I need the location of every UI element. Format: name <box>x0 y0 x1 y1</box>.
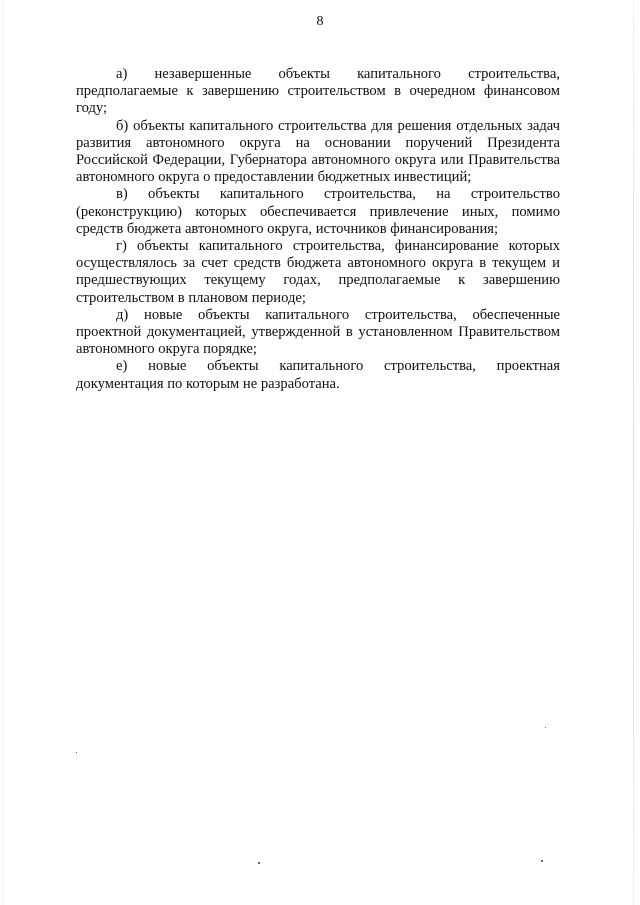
scan-speck <box>541 860 543 862</box>
scan-speck <box>76 752 77 753</box>
paragraph-item-b: б) объекты капитального строительства для решения отдельных задач развития автономного округа на основании поручений Президента Российской Федерации, Губернатора автономного округа или Правительства автономного округа о предоставлении бюджетных инвестиций; <box>76 117 560 186</box>
document-body <box>76 66 560 393</box>
scan-speck <box>545 727 546 728</box>
scan-speck <box>258 862 260 864</box>
paragraph-item-d: д) новые объекты капитального строительства, обеспеченные проектной документацией, утвержденной в установленном Правительством автономного округа порядке; <box>76 306 560 358</box>
paragraph-item-e: е) новые объекты капитального строительства, проектная документация по которым не разработана. <box>76 358 560 392</box>
paragraph-item-a: а) незавершенные объекты капитального строительства, предполагаемые к завершению строительством в очередном финансовом году; <box>76 66 560 117</box>
scan-edge-right <box>633 0 634 905</box>
paragraph-item-v: в) объекты капитального строительства, на строительство (реконструкцию) которых обеспечивается привлечение иных, помимо средств бюджета автономного округа, источников финансирования; <box>76 186 560 237</box>
scan-edge-left <box>2 0 3 905</box>
page-number: 8 <box>316 14 324 29</box>
paragraph-item-g: г) объекты капитального строительства, финансирование которых осуществлялось за счет средств бюджета автономного округа в текущем и предшествующих текущему годах, предполагаемые к завершению строительством в плановом периоде; <box>76 238 560 306</box>
